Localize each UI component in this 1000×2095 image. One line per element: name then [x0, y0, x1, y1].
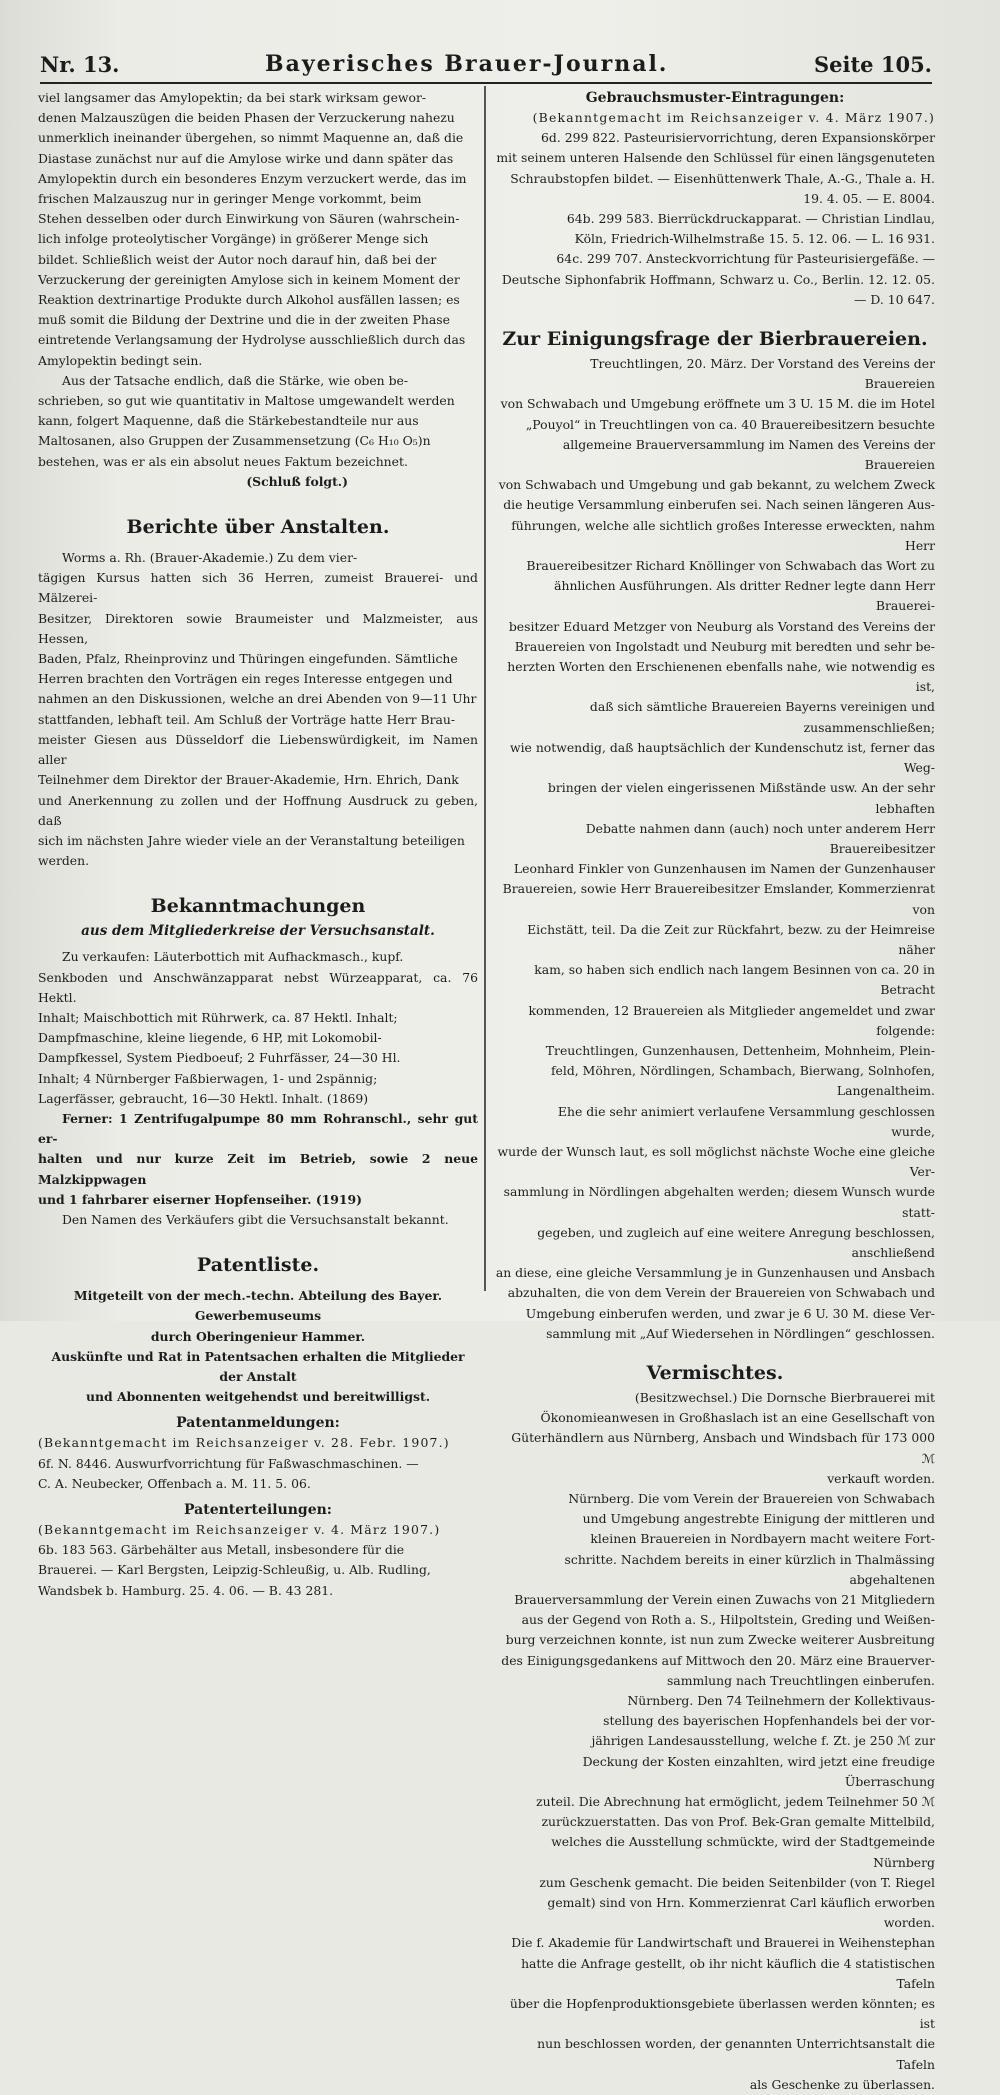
- text-line: (Bekanntgemacht im Reichsanzeiger v. 4. März 1907.): [38, 1521, 441, 1537]
- text-line: (Besitzwechsel.) Die Dornsche Bierbrauerei mit: [634, 1389, 935, 1405]
- text-line: Brauereibesitzer Richard Knöllinger von Schwabach das Wort zu: [526, 558, 935, 574]
- text-line: Deckung der Kosten einzahlten, wird jetzt eine freudige Überraschung: [582, 1753, 935, 1789]
- gebrauchsmuster-text: [495, 108, 935, 310]
- ferner-text: [38, 1109, 478, 1210]
- text-line: Brauereien, sowie Herr Brauereibesitzer Emslander, Kommerzienrat von: [502, 881, 935, 917]
- anmeldungen-text: [38, 1433, 478, 1494]
- text-line: Güterhändlern aus Nürnberg, Ansbach und Windsbach für 173 000 ℳ: [511, 1430, 935, 1466]
- text-line: nun beschlossen worden, der genannten Unterrichtsanstalt die Tafeln: [537, 2036, 935, 2072]
- article-continuation-2: [38, 371, 478, 472]
- text-line: Verzuckerung der gereinigten Amylose sich in keinem Moment der: [38, 271, 460, 287]
- text-line: Dampfmaschine, kleine liegende, 6 HP, mit Lokomobil-: [38, 1030, 382, 1046]
- text-line: Nürnberg. Den 74 Teilnehmern der Kollektivaus-: [627, 1693, 935, 1709]
- to-be-continued: (Schluß folgt.): [246, 473, 348, 489]
- text-line: und 1 fahrbarer eiserner Hopfenseiher. (1919): [38, 1191, 363, 1207]
- text-line: sammlung in Nördlingen abgehalten werden; diesem Wunsch wurde statt-: [503, 1184, 935, 1220]
- text-line: Deutsche Siphonfabrik Hoffmann, Schwarz u. Co., Berlin. 12. 12. 05.: [501, 271, 935, 287]
- text-line: verkauft worden.: [827, 1470, 935, 1486]
- text-line: jährigen Landesausstellung, welche f. Zt. je 250 ℳ zur: [591, 1733, 935, 1749]
- text-line: schritte. Nachdem bereits in einer kürzlich in Thalmässing abgehaltenen: [564, 1551, 935, 1587]
- text-line: Aus der Tatsache endlich, daß die Stärke, wie oben be-: [62, 372, 409, 388]
- text-line: zurückzuerstatten. Das von Prof. Bek-Gran gemalte Mittelbild,: [541, 1814, 935, 1830]
- text-line: nahmen an den Diskussionen, welche an drei Abenden von 9—11 Uhr: [38, 691, 477, 707]
- vermischtes-nuernberg-2: [495, 1691, 935, 2095]
- text-line: zum Geschenk gemacht. Die beiden Seitenbilder (von T. Riegel: [539, 1874, 935, 1890]
- text-line: mit seinem unteren Halsende den Schlüssel für einen längsgenuteten: [496, 150, 935, 166]
- text-line: stellung des bayerischen Hopfenhandels bei der vor-: [603, 1713, 935, 1729]
- text-line: Leonhard Finkler von Gunzenhausen im Namen der Gunzenhauser: [513, 861, 935, 877]
- left-column: [38, 88, 478, 1598]
- text-line: von Schwabach und Umgebung eröffnete um 3 U. 15 M. die im Hotel: [500, 396, 935, 412]
- text-line: Ehe die sehr animiert verlaufene Versammlung geschlossen wurde,: [557, 1103, 935, 1139]
- text-line: (Bekanntgemacht im Reichsanzeiger v. 4. März 1907.): [532, 110, 935, 125]
- text-line: hatte die Anfrage gestellt, ob ihr nicht käuflich die 4 statistischen Tafeln: [521, 1955, 935, 1991]
- text-line: als Geschenke zu überlassen.: [749, 2076, 935, 2092]
- text-line: Wandsbek b. Hamburg. 25. 4. 06. — B. 43 281.: [38, 1582, 334, 1598]
- text-line: halten und nur kurze Zeit im Betrieb, sowie 2 neue Malzkippwagen: [38, 1151, 478, 1187]
- subsection-title-gebrauchsmuster: Gebrauchsmuster-Eintragungen:: [585, 90, 845, 106]
- text-line: Inhalt; Maischbottich mit Rührwerk, ca. 87 Hektl. Inhalt;: [38, 1009, 398, 1025]
- text-line: werden.: [38, 853, 90, 869]
- text-line: Eichstätt, teil. Da die Zeit zur Rückfahrt, bezw. zu der Heimreise näher: [527, 921, 935, 957]
- text-line: sich im nächsten Jahre wieder viele an der Veranstaltung beteiligen: [38, 832, 465, 848]
- text-line: die heutige Versammlung einberufen sei. Nach seinen längeren Aus-: [503, 497, 935, 513]
- text-line: 64b. 299 583. Bierrückdruckapparat. — Christian Lindlau,: [566, 211, 935, 227]
- article-continuation: [38, 88, 478, 371]
- text-line: Brauerei. — Karl Bergsten, Leipzig-Schleußig, u. Alb. Rudling,: [38, 1562, 431, 1578]
- text-line: tägigen Kursus hatten sich 36 Herren, zumeist Brauerei- und Mälzerei-: [38, 570, 478, 606]
- journal-title: Bayerisches Brauer-Journal.: [264, 51, 669, 77]
- text-line: Treuchtlingen, 20. März. Der Vorstand des Vereins der Brauereien: [590, 356, 935, 392]
- section-title-patentliste: Patentliste.: [196, 1254, 320, 1277]
- text-line: Teilnehmer dem Direktor der Brauer-Akademie, Hrn. Ehrich, Dank: [38, 772, 459, 788]
- text-line: Brauereien von Ingolstadt und Neuburg mit beredten und sehr be-: [514, 638, 935, 654]
- text-line: C. A. Neubecker, Offenbach a. M. 11. 5. 06.: [38, 1475, 311, 1491]
- text-line: gegeben, und zugleich auf eine weitere Anregung beschlossen, anschließend: [537, 1224, 935, 1260]
- text-line: Baden, Pfalz, Rheinprovinz und Thüringen eingefunden. Sämtliche: [38, 651, 458, 667]
- text-line: viel langsamer das Amylopektin; da bei stark wirksam gewor-: [38, 90, 427, 105]
- text-line: lich infolge proteolytischer Vorgänge) in größerer Menge sich: [38, 231, 429, 247]
- berichte-text: [38, 548, 478, 871]
- text-line: bildet. Schließlich weist der Autor noch darauf hin, daß bei der: [38, 251, 437, 267]
- text-line: Debatte nahmen dann (auch) noch unter anderem Herr Brauereibesitzer: [585, 820, 935, 856]
- subsection-title-erteilungen: Patenterteilungen:: [184, 1501, 332, 1518]
- text-line: Lagerfässer, gebraucht, 16—30 Hektl. Inhalt. (1869): [38, 1090, 369, 1106]
- text-line: 6f. N. 8446. Auswurfvorrichtung für Faßwaschmaschinen. —: [38, 1455, 419, 1471]
- text-line: schrieben, so gut wie quantitativ in Maltose umgewandelt werden: [38, 393, 455, 409]
- text-line: 6b. 183 563. Gärbehälter aus Metall, insbesondere für die: [38, 1542, 405, 1558]
- text-line: Herren brachten den Vorträgen ein reges Interesse entgegen und: [38, 671, 453, 687]
- text-line: Senkboden und Anschwänzapparat nebst Würzeapparat, ca. 76 Hektl.: [38, 969, 478, 1005]
- einigungsfrage-text-2: [495, 1102, 935, 1344]
- text-line: wie notwendig, daß hauptsächlich der Kundenschutz ist, ferner das Weg-: [509, 739, 935, 776]
- text-line: Dampfkessel, System Piedboeuf; 2 Fuhrfässer, 24—30 Hl.: [38, 1050, 401, 1066]
- section-title-vermischtes: Vermischtes.: [646, 1361, 784, 1384]
- section-subtitle-bekanntmachungen: aus dem Mitgliederkreise der Versuchsanstalt.: [81, 923, 435, 940]
- text-line: feld, Möhren, Nördlingen, Schambach, Bierwang, Solnhofen,: [550, 1063, 935, 1079]
- text-line: wurde der Wunsch laut, es soll möglichst nächste Woche eine gleiche Ver-: [497, 1143, 935, 1180]
- text-line: 64c. 299 707. Ansteckvorrichtung für Pasteurisiergefäße. —: [556, 251, 935, 267]
- einigungsfrage-text: [495, 354, 935, 1102]
- text-line: von Schwabach und Umgebung und gab bekannt, zu welchem Zweck: [498, 477, 935, 493]
- issue-number: Nr. 13.: [40, 51, 120, 77]
- text-line: daß sich sämtliche Brauereien Bayerns vereinigen und zusammenschließen;: [589, 699, 935, 735]
- text-line: Brauerversammlung der Verein einen Zuwachs von 21 Mitgliedern: [514, 1592, 935, 1608]
- text-line: bringen der vielen eingerissenen Mißstände usw. An der sehr lebhaften: [547, 780, 935, 816]
- text-line: sammlung nach Treuchtlingen einberufen.: [666, 1672, 935, 1688]
- text-line: abzuhalten, die von dem Verein der Brauereien von Schwabach und: [507, 1285, 935, 1301]
- text-line: Maltosanen, also Gruppen der Zusammensetzung (C₆ H₁₀ O₅)n: [38, 433, 431, 449]
- section-title-berichte: Berichte über Anstalten.: [126, 516, 390, 539]
- text-line: und Abonnenten weitgehendst und bereitwilligst.: [85, 1389, 431, 1405]
- text-line: — D. 10 647.: [854, 291, 935, 307]
- section-title-einigungsfrage: Zur Einigungsfrage der Bierbrauereien.: [502, 328, 928, 351]
- text-line: Stehen desselben oder durch Einwirkung von Säuren (wahrschein-: [38, 211, 460, 227]
- bekanntmachungen-text: [38, 947, 478, 1109]
- page-number: Seite 105.: [813, 51, 932, 77]
- text-line: Köln, Friedrich-Wilhelmstraße 15. 5. 12. 06. — L. 16 931.: [574, 231, 935, 247]
- text-line: aus der Gegend von Roth a. S., Hilpoltstein, Greding und Weißen-: [521, 1612, 935, 1628]
- text-line: muß somit die Bildung der Dextrine und die in der zweiten Phase: [38, 312, 450, 328]
- right-column: [495, 88, 935, 2092]
- text-line: Amylopektin bedingt sein.: [38, 352, 203, 368]
- text-line: bestehen, was er als ein absolut neues Faktum bezeichnet.: [38, 453, 408, 469]
- text-line: allgemeine Brauerversammlung im Namen des Vereins der Brauereien: [562, 436, 935, 473]
- text-line: meister Giesen aus Düsseldorf die Liebenswürdigkeit, im Namen aller: [38, 731, 478, 768]
- text-line: Worms a. Rh. (Brauer-Akademie.) Zu dem vier-: [62, 550, 358, 566]
- text-line: Amylopektin durch ein besonderes Enzym verzuckert werde, das im: [38, 170, 467, 186]
- vermischtes-nuernberg-1: [495, 1489, 935, 1691]
- text-line: kommenden, 12 Brauereien als Mitglieder angemeldet und zwar folgende:: [528, 1002, 935, 1038]
- section-title-bekanntmachungen: Bekanntmachungen: [150, 895, 366, 918]
- text-line: herzten Worten den Erschienenen ebenfalls nahe, wie notwendig es ist,: [507, 659, 935, 695]
- patent-intro: [38, 1286, 478, 1407]
- text-line: Treuchtlingen, Gunzenhausen, Dettenheim, Mohnheim, Plein-: [545, 1042, 935, 1058]
- text-line: ähnlichen Ausführungen. Als dritter Redner legte dann Herr Brauerei-: [554, 578, 935, 614]
- text-line: Die f. Akademie für Landwirtschaft und Brauerei in Weihenstephan: [511, 1935, 935, 1951]
- text-line: Umgebung einberufen werden, und zwar je 6 U. 30 M. diese Ver-: [525, 1305, 935, 1321]
- text-line: durch Oberingenieur Hammer.: [150, 1328, 366, 1344]
- text-line: Langenaltheim.: [836, 1083, 935, 1099]
- text-line: Auskünfte und Rat in Patentsachen erhalten die Mitglieder der Anstalt: [51, 1348, 465, 1384]
- text-line: „Pouyol“ in Treuchtlingen von ca. 40 Brauereibesitzern besuchte: [525, 416, 935, 432]
- text-line: und Umgebung angestrebte Einigung der mittleren und: [582, 1511, 935, 1527]
- text-line: gemalt) sind von Hrn. Kommerzienrat Carl käuflich erworben worden.: [547, 1895, 935, 1931]
- text-line: Inhalt; 4 Nürnberger Faßbierwagen, 1- und 2spännig;: [38, 1070, 378, 1086]
- text-line: 6d. 299 822. Pasteurisiervorrichtung, deren Expansionskörper: [541, 130, 935, 146]
- text-line: welches die Ausstellung schmückte, wird der Stadtgemeinde Nürnberg: [551, 1834, 935, 1870]
- seller-note: Den Namen des Verkäufers gibt die Versuchsanstalt bekannt.: [62, 1211, 449, 1227]
- text-line: Diastase zunächst nur auf die Amylose wirke und dann später das: [38, 150, 454, 166]
- text-line: (Bekanntgemacht im Reichsanzeiger v. 28. Febr. 1907.): [38, 1435, 450, 1451]
- text-line: zuteil. Die Abrechnung hat ermöglicht, jedem Teilnehmer 50 ℳ: [536, 1794, 935, 1810]
- text-line: unmerklich ineinander übergehen, so nimmt Maquenne an, daß die: [38, 130, 464, 146]
- text-line: des Einigungsgedankens auf Mittwoch den 20. März eine Brauerver-: [501, 1652, 935, 1668]
- text-line: Ferner: 1 Zentrifugalpumpe 80 mm Rohranschl., sehr gut er-: [38, 1110, 478, 1147]
- text-line: an diese, eine gleiche Versammlung je in Gunzenhausen und Ansbach: [495, 1265, 935, 1281]
- text-line: führungen, welche alle sichtlich großes Interesse erweckten, nahm Herr: [511, 517, 935, 553]
- column-divider: [484, 86, 486, 1291]
- text-line: Reaktion dextrinartige Produkte durch Alkohol ausfällen lassen; es: [38, 292, 460, 308]
- erteilungen-text: [38, 1520, 478, 1601]
- text-line: denen Malzauszügen die beiden Phasen der Verzuckerung nahezu: [38, 110, 455, 126]
- text-line: eintretende Verlangsamung der Hydrolyse ausschließlich durch das: [38, 332, 466, 348]
- text-line: burg verzeichnen konnte, ist nun zum Zwecke weiterer Ausbreitung: [505, 1632, 935, 1648]
- text-line: Schraubstopfen bildet. — Eisenhüttenwerk Thale, A.-G., Thale a. H.: [510, 170, 935, 186]
- vermischtes-besitzwechsel: [495, 1388, 935, 1489]
- text-line: kam, so haben sich endlich nach langem Besinnen von ca. 20 in Betracht: [534, 962, 935, 998]
- text-line: kleinen Brauereien in Nordbayern macht weitere Fort-: [590, 1531, 935, 1547]
- text-line: Ökonomieanwesen in Großhaslach ist an eine Gesellschaft von: [540, 1410, 935, 1426]
- text-line: besitzer Eduard Metzger von Neuburg als Vorstand des Vereins der: [508, 618, 935, 634]
- text-line: Nürnberg. Die vom Verein der Brauereien von Schwabach: [568, 1491, 935, 1506]
- text-line: Zu verkaufen: Läuterbottich mit Aufhackmasch., kupf.: [62, 949, 404, 965]
- text-line: Besitzer, Direktoren sowie Braumeister und Malzmeister, aus Hessen,: [38, 610, 478, 646]
- text-line: kann, folgert Maquenne, daß die Stärkebestandteile nur aus: [38, 413, 419, 429]
- text-line: sammlung mit „Auf Wiedersehen in Nördlingen“ geschlossen.: [546, 1325, 935, 1341]
- text-line: Mitgeteilt von der mech.-techn. Abteilung des Bayer. Gewerbemuseums: [73, 1288, 443, 1324]
- text-line: und Anerkennung zu zollen und der Hoffnung Ausdruck zu geben, daß: [38, 792, 478, 828]
- text-line: 19. 4. 05. — E. 8004.: [803, 190, 935, 206]
- page-header: [40, 46, 932, 84]
- text-line: frischen Malzauszug nur in geringer Menge vorkommt, beim: [38, 191, 422, 207]
- text-line: stattfanden, lebhaft teil. Am Schluß der Vorträge hatte Herr Brau-: [38, 711, 456, 727]
- text-line: über die Hopfenproduktionsgebiete überlassen werden könnten; es ist: [509, 1996, 935, 2032]
- subsection-title-anmeldungen: Patentanmeldungen:: [176, 1415, 340, 1432]
